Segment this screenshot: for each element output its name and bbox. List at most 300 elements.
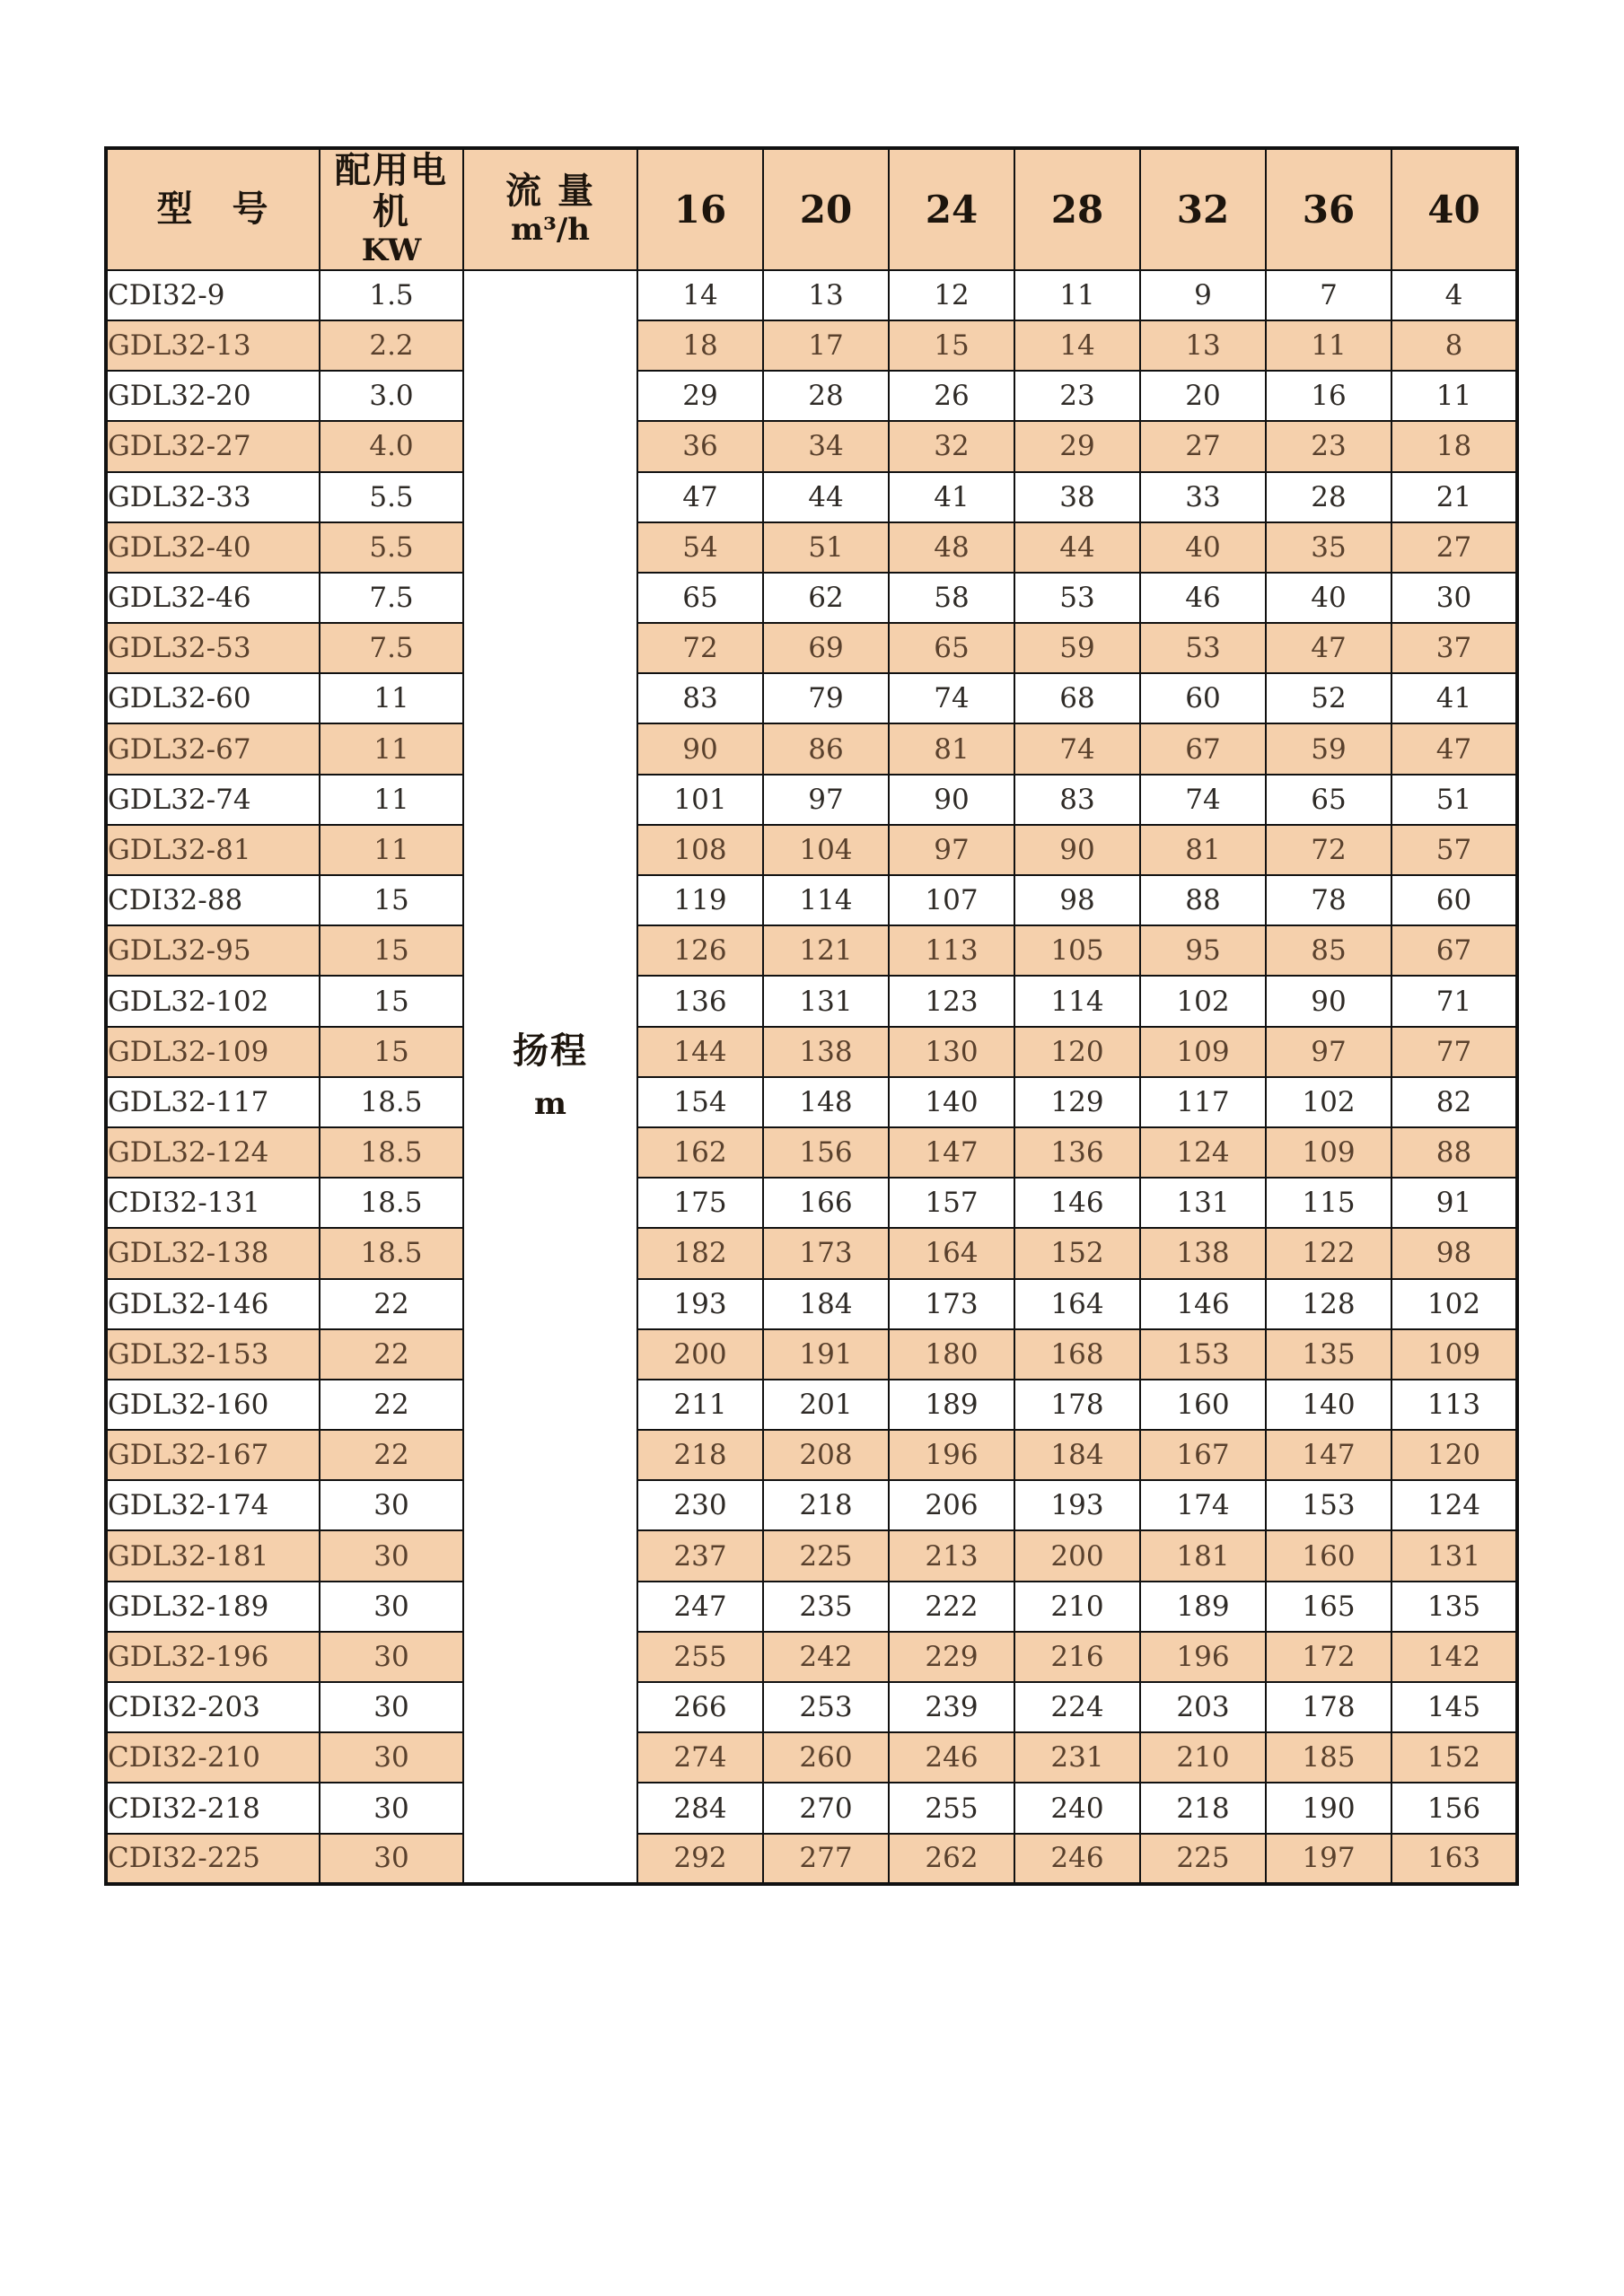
head-value-cell: 225 [763, 1530, 889, 1581]
model-cell: GDL32-67 [106, 723, 320, 774]
motor-kw-cell: 30 [320, 1682, 463, 1732]
head-value-cell: 79 [763, 673, 889, 723]
head-value-cell: 201 [763, 1380, 889, 1430]
head-value-cell: 277 [763, 1834, 889, 1884]
head-value-cell: 147 [889, 1127, 1014, 1178]
head-value-cell: 189 [1140, 1582, 1266, 1632]
head-value-cell: 67 [1140, 723, 1266, 774]
head-value-cell: 78 [1266, 875, 1391, 925]
head-value-cell: 102 [1391, 1279, 1517, 1329]
head-value-cell: 77 [1391, 1027, 1517, 1077]
model-cell: GDL32-13 [106, 320, 320, 371]
head-value-cell: 230 [637, 1480, 763, 1530]
head-value-cell: 138 [1140, 1228, 1266, 1278]
head-value-cell: 182 [637, 1228, 763, 1278]
head-value-cell: 59 [1014, 623, 1140, 673]
model-cell: GDL32-196 [106, 1632, 320, 1682]
motor-kw-cell: 5.5 [320, 472, 463, 522]
head-value-cell: 51 [1391, 775, 1517, 825]
head-value-cell: 174 [1140, 1480, 1266, 1530]
head-value-cell: 97 [889, 825, 1014, 875]
head-value-cell: 74 [889, 673, 1014, 723]
head-value-cell: 109 [1391, 1329, 1517, 1380]
head-value-cell: 200 [637, 1329, 763, 1380]
head-value-cell: 65 [889, 623, 1014, 673]
head-value-cell: 119 [637, 875, 763, 925]
head-value-cell: 164 [1014, 1279, 1140, 1329]
head-value-cell: 152 [1014, 1228, 1140, 1278]
model-cell: GDL32-117 [106, 1077, 320, 1127]
head-value-cell: 255 [637, 1632, 763, 1682]
head-value-cell: 210 [1014, 1582, 1140, 1632]
head-value-cell: 164 [889, 1228, 1014, 1278]
table-body [106, 270, 1517, 1884]
table-row [106, 623, 1517, 673]
head-value-cell: 247 [637, 1582, 763, 1632]
head-value-cell: 11 [1266, 320, 1391, 371]
header-row [106, 148, 1517, 270]
head-value-cell: 68 [1014, 673, 1140, 723]
head-value-cell: 210 [1140, 1732, 1266, 1783]
head-value-cell: 113 [889, 925, 1014, 976]
head-value-cell: 140 [1266, 1380, 1391, 1430]
head-value-cell: 135 [1266, 1329, 1391, 1380]
motor-kw-cell: 30 [320, 1834, 463, 1884]
model-cell: GDL32-160 [106, 1380, 320, 1430]
table-row [106, 1178, 1517, 1228]
head-value-cell: 36 [637, 421, 763, 471]
col-header-motor-unit: KW [361, 232, 422, 268]
head-value-cell: 168 [1014, 1329, 1140, 1380]
head-value-cell: 91 [1391, 1178, 1517, 1228]
model-cell: GDL32-95 [106, 925, 320, 976]
motor-kw-cell: 7.5 [320, 573, 463, 623]
head-value-cell: 184 [763, 1279, 889, 1329]
head-value-cell: 138 [763, 1027, 889, 1077]
model-cell: CDI32-203 [106, 1682, 320, 1732]
motor-kw-cell: 2.2 [320, 320, 463, 371]
head-value-cell: 71 [1391, 976, 1517, 1026]
head-value-cell: 197 [1266, 1834, 1391, 1884]
motor-kw-cell: 22 [320, 1380, 463, 1430]
col-header-model [106, 148, 320, 270]
head-value-cell: 20 [1140, 371, 1266, 421]
head-value-cell: 90 [889, 775, 1014, 825]
head-value-cell: 190 [1266, 1783, 1391, 1833]
table-row [106, 421, 1517, 471]
motor-kw-cell: 11 [320, 723, 463, 774]
head-value-cell: 185 [1266, 1732, 1391, 1783]
head-value-cell: 147 [1266, 1430, 1391, 1480]
table-row [106, 1027, 1517, 1077]
head-value-cell: 14 [637, 270, 763, 320]
head-value-cell: 44 [763, 472, 889, 522]
head-value-cell: 253 [763, 1682, 889, 1732]
model-cell: CDI32-225 [106, 1834, 320, 1884]
head-value-cell: 48 [889, 522, 1014, 573]
head-value-cell: 114 [1014, 976, 1140, 1026]
head-value-cell: 18 [637, 320, 763, 371]
head-value-cell: 11 [1014, 270, 1140, 320]
head-value-cell: 266 [637, 1682, 763, 1732]
head-value-cell: 113 [1391, 1380, 1517, 1430]
head-value-cell: 218 [1140, 1783, 1266, 1833]
head-value-cell: 7 [1266, 270, 1391, 320]
head-value-cell: 292 [637, 1834, 763, 1884]
head-value-cell: 11 [1391, 371, 1517, 421]
col-header-flow-40: 40 [1391, 148, 1517, 270]
head-value-cell: 193 [1014, 1480, 1140, 1530]
head-value-cell: 57 [1391, 825, 1517, 875]
model-cell: GDL32-167 [106, 1430, 320, 1480]
head-value-cell: 242 [763, 1632, 889, 1682]
motor-kw-cell: 18.5 [320, 1178, 463, 1228]
pump-spec-table [104, 146, 1519, 1886]
head-value-cell: 62 [763, 573, 889, 623]
head-value-cell: 216 [1014, 1632, 1140, 1682]
table-row [106, 1732, 1517, 1783]
motor-kw-cell: 15 [320, 875, 463, 925]
head-value-cell: 32 [889, 421, 1014, 471]
model-cell: GDL32-124 [106, 1127, 320, 1178]
model-cell: CDI32-88 [106, 875, 320, 925]
head-value-cell: 21 [1391, 472, 1517, 522]
motor-kw-cell: 18.5 [320, 1077, 463, 1127]
head-label: 扬程 [513, 1030, 588, 1073]
motor-kw-cell: 1.5 [320, 270, 463, 320]
table-row [106, 1682, 1517, 1732]
head-value-cell: 124 [1391, 1480, 1517, 1530]
head-value-cell: 156 [763, 1127, 889, 1178]
head-value-cell: 8 [1391, 320, 1517, 371]
model-cell: GDL32-60 [106, 673, 320, 723]
motor-kw-cell: 15 [320, 976, 463, 1026]
head-value-cell: 120 [1391, 1430, 1517, 1480]
model-cell: CDI32-131 [106, 1178, 320, 1228]
head-value-cell: 153 [1266, 1480, 1391, 1530]
motor-kw-cell: 30 [320, 1582, 463, 1632]
model-cell: GDL32-53 [106, 623, 320, 673]
head-value-cell: 260 [763, 1732, 889, 1783]
head-value-cell: 128 [1266, 1279, 1391, 1329]
head-value-cell: 59 [1266, 723, 1391, 774]
head-value-cell: 126 [637, 925, 763, 976]
head-value-cell: 162 [637, 1127, 763, 1178]
table-row [106, 875, 1517, 925]
table-row [106, 472, 1517, 522]
head-value-cell: 166 [763, 1178, 889, 1228]
head-value-cell: 115 [1266, 1178, 1391, 1228]
head-value-cell: 109 [1140, 1027, 1266, 1077]
head-value-cell: 72 [1266, 825, 1391, 875]
head-value-cell: 175 [637, 1178, 763, 1228]
head-value-cell: 88 [1140, 875, 1266, 925]
head-value-cell: 86 [763, 723, 889, 774]
head-value-cell: 181 [1140, 1530, 1266, 1581]
head-value-cell: 74 [1014, 723, 1140, 774]
head-value-cell: 107 [889, 875, 1014, 925]
head-value-cell: 284 [637, 1783, 763, 1833]
col-header-flow [463, 148, 637, 270]
head-value-cell: 131 [763, 976, 889, 1026]
head-value-cell: 60 [1140, 673, 1266, 723]
head-value-cell: 246 [889, 1732, 1014, 1783]
head-value-cell: 153 [1140, 1329, 1266, 1380]
head-value-cell: 225 [1140, 1834, 1266, 1884]
head-value-cell: 180 [889, 1329, 1014, 1380]
head-value-cell: 203 [1140, 1682, 1266, 1732]
head-value-cell: 131 [1391, 1530, 1517, 1581]
head-value-cell: 28 [1266, 472, 1391, 522]
head-value-cell: 231 [1014, 1732, 1140, 1783]
model-cell: GDL32-40 [106, 522, 320, 573]
head-value-cell: 97 [763, 775, 889, 825]
model-cell: GDL32-138 [106, 1228, 320, 1278]
head-value-cell: 4 [1391, 270, 1517, 320]
motor-kw-cell: 30 [320, 1632, 463, 1682]
head-value-cell: 16 [1266, 371, 1391, 421]
model-cell: CDI32-9 [106, 270, 320, 320]
head-value-cell: 65 [1266, 775, 1391, 825]
head-value-cell: 13 [1140, 320, 1266, 371]
table-row [106, 1783, 1517, 1833]
head-value-cell: 130 [889, 1027, 1014, 1077]
head-value-cell: 44 [1014, 522, 1140, 573]
head-value-cell: 108 [637, 825, 763, 875]
head-value-cell: 83 [637, 673, 763, 723]
col-header-flow-32: 32 [1140, 148, 1266, 270]
model-cell: GDL32-81 [106, 825, 320, 875]
model-cell: CDI32-210 [106, 1732, 320, 1783]
motor-kw-cell: 30 [320, 1530, 463, 1581]
head-value-cell: 30 [1391, 573, 1517, 623]
head-value-cell: 142 [1391, 1632, 1517, 1682]
model-cell: GDL32-27 [106, 421, 320, 471]
motor-kw-cell: 30 [320, 1783, 463, 1833]
head-value-cell: 102 [1140, 976, 1266, 1026]
head-value-cell: 52 [1266, 673, 1391, 723]
motor-kw-cell: 4.0 [320, 421, 463, 471]
col-header-flow-16: 16 [637, 148, 763, 270]
table-row [106, 522, 1517, 573]
head-value-cell: 144 [637, 1027, 763, 1077]
head-value-cell: 102 [1266, 1077, 1391, 1127]
head-value-cell: 193 [637, 1279, 763, 1329]
col-header-motor-label: 配用电机 [335, 150, 448, 232]
head-value-cell: 26 [889, 371, 1014, 421]
head-value-cell: 173 [889, 1279, 1014, 1329]
motor-kw-cell: 22 [320, 1279, 463, 1329]
motor-kw-cell: 30 [320, 1732, 463, 1783]
head-value-cell: 229 [889, 1632, 1014, 1682]
head-value-cell: 114 [763, 875, 889, 925]
head-value-cell: 15 [889, 320, 1014, 371]
head-value-cell: 85 [1266, 925, 1391, 976]
motor-kw-cell: 15 [320, 925, 463, 976]
head-value-cell: 109 [1266, 1127, 1391, 1178]
motor-kw-cell: 18.5 [320, 1127, 463, 1178]
table-row [106, 673, 1517, 723]
head-value-cell: 178 [1266, 1682, 1391, 1732]
head-value-cell: 235 [763, 1582, 889, 1632]
head-value-cell: 23 [1014, 371, 1140, 421]
head-value-cell: 237 [637, 1530, 763, 1581]
head-value-cell: 60 [1391, 875, 1517, 925]
col-header-flow-28: 28 [1014, 148, 1140, 270]
head-value-cell: 173 [763, 1228, 889, 1278]
head-value-cell: 54 [637, 522, 763, 573]
motor-kw-cell: 18.5 [320, 1228, 463, 1278]
model-cell: GDL32-189 [106, 1582, 320, 1632]
head-value-cell: 240 [1014, 1783, 1140, 1833]
table-row [106, 1582, 1517, 1632]
head-value-cell: 191 [763, 1329, 889, 1380]
table-row [106, 1077, 1517, 1127]
table-row [106, 775, 1517, 825]
table-row [106, 1380, 1517, 1430]
head-value-cell: 157 [889, 1178, 1014, 1228]
head-value-cell: 13 [763, 270, 889, 320]
head-unit: m [534, 1086, 566, 1123]
motor-kw-cell: 22 [320, 1430, 463, 1480]
col-header-flow-24: 24 [889, 148, 1014, 270]
model-cell: GDL32-33 [106, 472, 320, 522]
head-value-cell: 14 [1014, 320, 1140, 371]
head-value-cell: 165 [1266, 1582, 1391, 1632]
head-value-cell: 41 [1391, 673, 1517, 723]
motor-kw-cell: 22 [320, 1329, 463, 1380]
model-cell: CDI32-218 [106, 1783, 320, 1833]
head-value-cell: 136 [1014, 1127, 1140, 1178]
head-value-cell: 98 [1391, 1228, 1517, 1278]
motor-kw-cell: 30 [320, 1480, 463, 1530]
head-value-cell: 81 [889, 723, 1014, 774]
head-value-cell: 58 [889, 573, 1014, 623]
head-value-cell: 46 [1140, 573, 1266, 623]
head-value-cell: 189 [889, 1380, 1014, 1430]
head-value-cell: 163 [1391, 1834, 1517, 1884]
head-value-cell: 47 [637, 472, 763, 522]
head-value-cell: 196 [1140, 1632, 1266, 1682]
table-row [106, 1530, 1517, 1581]
head-value-cell: 34 [763, 421, 889, 471]
head-value-cell: 33 [1140, 472, 1266, 522]
head-value-cell: 160 [1140, 1380, 1266, 1430]
head-value-cell: 122 [1266, 1228, 1391, 1278]
head-value-cell: 18 [1391, 421, 1517, 471]
model-cell: GDL32-102 [106, 976, 320, 1026]
head-value-cell: 27 [1391, 522, 1517, 573]
head-value-cell: 17 [763, 320, 889, 371]
head-merged-cell [463, 270, 637, 1884]
table-row [106, 320, 1517, 371]
head-value-cell: 246 [1014, 1834, 1140, 1884]
head-value-cell: 47 [1266, 623, 1391, 673]
head-value-cell: 270 [763, 1783, 889, 1833]
head-value-cell: 27 [1140, 421, 1266, 471]
model-cell: GDL32-153 [106, 1329, 320, 1380]
table-row [106, 1430, 1517, 1480]
table-row [106, 1127, 1517, 1178]
col-header-flow-label: 流 量 [505, 171, 595, 212]
table-row [106, 1279, 1517, 1329]
head-value-cell: 83 [1014, 775, 1140, 825]
head-value-cell: 184 [1014, 1430, 1140, 1480]
head-value-cell: 53 [1014, 573, 1140, 623]
head-value-cell: 140 [889, 1077, 1014, 1127]
col-header-motor [320, 148, 463, 270]
head-value-cell: 274 [637, 1732, 763, 1783]
head-value-cell: 152 [1391, 1732, 1517, 1783]
table-row [106, 1480, 1517, 1530]
head-value-cell: 121 [763, 925, 889, 976]
head-value-cell: 200 [1014, 1530, 1140, 1581]
head-value-cell: 206 [889, 1480, 1014, 1530]
head-value-cell: 90 [1014, 825, 1140, 875]
table-row [106, 723, 1517, 774]
head-value-cell: 156 [1391, 1783, 1517, 1833]
head-value-cell: 41 [889, 472, 1014, 522]
head-value-cell: 88 [1391, 1127, 1517, 1178]
head-value-cell: 95 [1140, 925, 1266, 976]
head-value-cell: 196 [889, 1430, 1014, 1480]
head-value-cell: 35 [1266, 522, 1391, 573]
head-value-cell: 211 [637, 1380, 763, 1430]
head-value-cell: 136 [637, 976, 763, 1026]
head-value-cell: 23 [1266, 421, 1391, 471]
head-value-cell: 104 [763, 825, 889, 875]
head-value-cell: 40 [1140, 522, 1266, 573]
head-value-cell: 47 [1391, 723, 1517, 774]
head-value-cell: 222 [889, 1582, 1014, 1632]
head-value-cell: 135 [1391, 1582, 1517, 1632]
head-value-cell: 90 [637, 723, 763, 774]
head-value-cell: 51 [763, 522, 889, 573]
motor-kw-cell: 11 [320, 673, 463, 723]
head-value-cell: 120 [1014, 1027, 1140, 1077]
head-value-cell: 28 [763, 371, 889, 421]
head-value-cell: 148 [763, 1077, 889, 1127]
table-row [106, 573, 1517, 623]
head-value-cell: 82 [1391, 1077, 1517, 1127]
head-value-cell: 218 [637, 1430, 763, 1480]
motor-kw-cell: 11 [320, 775, 463, 825]
head-value-cell: 40 [1266, 573, 1391, 623]
col-header-flow-20: 20 [763, 148, 889, 270]
head-value-cell: 69 [763, 623, 889, 673]
model-cell: GDL32-74 [106, 775, 320, 825]
model-cell: GDL32-46 [106, 573, 320, 623]
head-value-cell: 123 [889, 976, 1014, 1026]
head-value-cell: 224 [1014, 1682, 1140, 1732]
head-value-cell: 145 [1391, 1682, 1517, 1732]
table-row [106, 1228, 1517, 1278]
head-value-cell: 178 [1014, 1380, 1140, 1430]
head-value-cell: 67 [1391, 925, 1517, 976]
head-value-cell: 262 [889, 1834, 1014, 1884]
head-value-cell: 124 [1140, 1127, 1266, 1178]
table-row [106, 1632, 1517, 1682]
head-value-cell: 29 [1014, 421, 1140, 471]
head-value-cell: 105 [1014, 925, 1140, 976]
head-value-cell: 218 [763, 1480, 889, 1530]
head-value-cell: 97 [1266, 1027, 1391, 1077]
head-value-cell: 9 [1140, 270, 1266, 320]
head-value-cell: 74 [1140, 775, 1266, 825]
col-header-model-label: 型 号 [156, 188, 270, 231]
motor-kw-cell: 5.5 [320, 522, 463, 573]
motor-kw-cell: 3.0 [320, 371, 463, 421]
